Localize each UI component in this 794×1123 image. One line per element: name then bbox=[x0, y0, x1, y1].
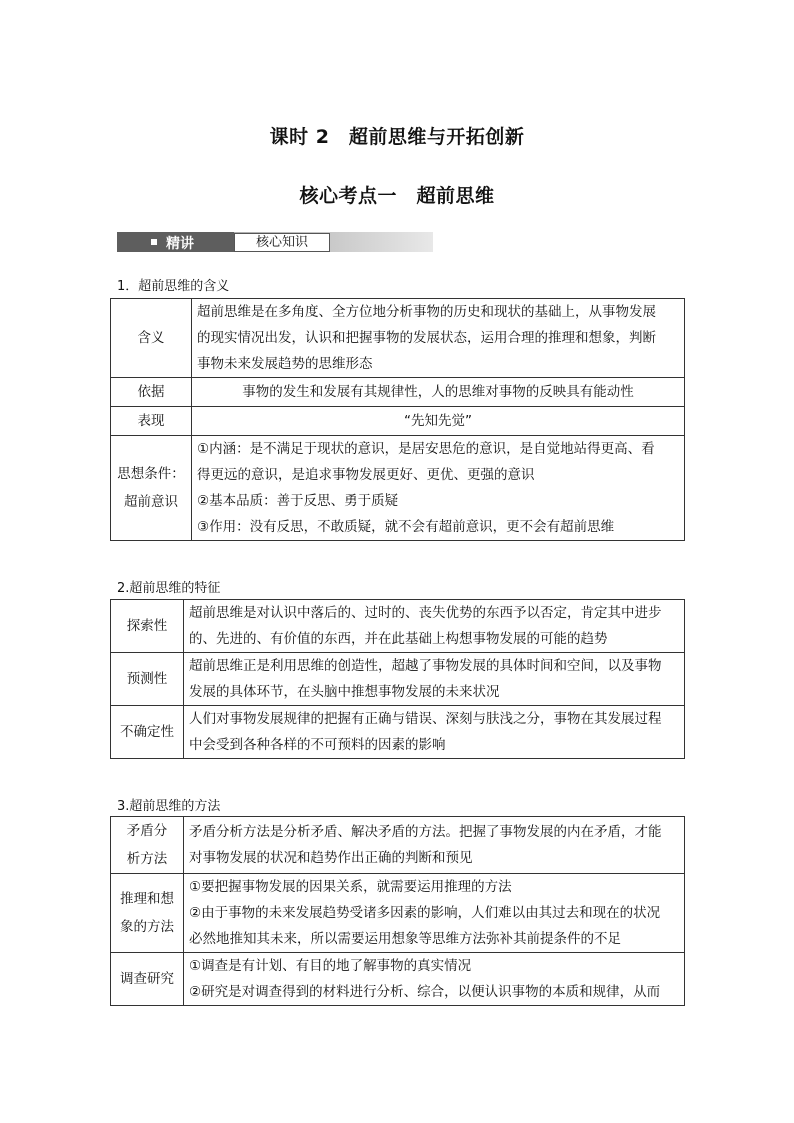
table-row bbox=[111, 407, 685, 436]
row-header: 依据 bbox=[111, 378, 192, 407]
row-header: 探索性 bbox=[111, 600, 184, 653]
table-row bbox=[111, 436, 685, 541]
table-row bbox=[111, 706, 685, 759]
methods-table bbox=[110, 816, 685, 1006]
part1-heading: 1．超前思维的含义 bbox=[117, 279, 230, 294]
row-content: 超前思维是对认识中落后的、过时的、丧失优势的东西予以否定，肯定其中进步 的、先进的、有价值的东西，并在此基础上构想事物发展的可能的趋势 bbox=[184, 600, 685, 653]
table-row bbox=[111, 299, 685, 378]
row-header: 不确定性 bbox=[111, 706, 184, 759]
table-row bbox=[111, 378, 685, 407]
meaning-table bbox=[110, 298, 685, 541]
part2-heading: 2.超前思维的特征 bbox=[117, 581, 221, 596]
row-content: 超前思维正是利用思维的创造性，超越了事物发展的具体时间和空间，以及事物 发展的具体环节，在头脑中推想事物发展的未来状况 bbox=[184, 653, 685, 706]
row-content: “先知先觉” bbox=[192, 407, 685, 436]
row-header: 预测性 bbox=[111, 653, 184, 706]
row-content: 人们对事物发展规律的把握有正确与错误、深刻与肤浅之分，事物在其发展过程 中会受到各种各样的不可预料的因素的影响 bbox=[184, 706, 685, 759]
banner-tag: 核心知识 bbox=[234, 233, 330, 252]
row-header: 思想条件： 超前意识 bbox=[111, 436, 192, 541]
section-banner bbox=[117, 232, 433, 254]
part3-heading: 3.超前思维的方法 bbox=[117, 799, 221, 814]
features-table bbox=[110, 599, 685, 759]
row-header: 矛盾分 析方法 bbox=[111, 817, 184, 874]
row-header: 推理和想 象的方法 bbox=[111, 874, 184, 953]
table-row bbox=[111, 874, 685, 953]
row-content: ①内涵：是不满足于现状的意识，是居安思危的意识，是自觉地站得更高、看 得更远的意识，是追求事物发展更好、更优、更强的意识 ②基本品质：善于反思、勇于质疑 ③作用：没有反思，不敢质疑，就不会有超前意识，更不会有超前思维 bbox=[192, 436, 685, 541]
square-bullet-icon bbox=[151, 239, 157, 245]
lesson-title: 课时 2 超前思维与开拓创新 bbox=[269, 126, 525, 148]
row-content: ①调查是有计划、有目的地了解事物的真实情况 ②研究是对调查得到的材料进行分析、综合，以便认识事物的本质和规律，从而 bbox=[184, 953, 685, 1006]
row-content: 超前思维是在多角度、全方位地分析事物的历史和现状的基础上，从事物发展 的现实情况出发，认识和把握事物的发展状态，运用合理的推理和想象，判断 事物未来发展趋势的思维形态 bbox=[192, 299, 685, 378]
banner-label: 精讲 bbox=[166, 236, 194, 252]
row-content: 事物的发生和发展有其规律性，人的思维对事物的反映具有能动性 bbox=[192, 378, 685, 407]
row-header: 调查研究 bbox=[111, 953, 184, 1006]
table-row bbox=[111, 817, 685, 874]
table-row bbox=[111, 600, 685, 653]
row-content: 矛盾分析方法是分析矛盾、解决矛盾的方法。把握了事物发展的内在矛盾，才能 对事物发展的状况和趋势作出正确的判断和预见 bbox=[184, 817, 685, 874]
row-content: ①要把握事物发展的因果关系，就需要运用推理的方法 ②由于事物的未来发展趋势受诸多因素的影响，人们难以由其过去和现在的状况 必然地推知其未来，所以需要运用想象等思维方法弥补其前提条件的不足 bbox=[184, 874, 685, 953]
table-row bbox=[111, 653, 685, 706]
table-row bbox=[111, 953, 685, 1006]
row-header: 含义 bbox=[111, 299, 192, 378]
section-title: 核心考点一 超前思维 bbox=[299, 185, 495, 207]
row-header: 表现 bbox=[111, 407, 192, 436]
